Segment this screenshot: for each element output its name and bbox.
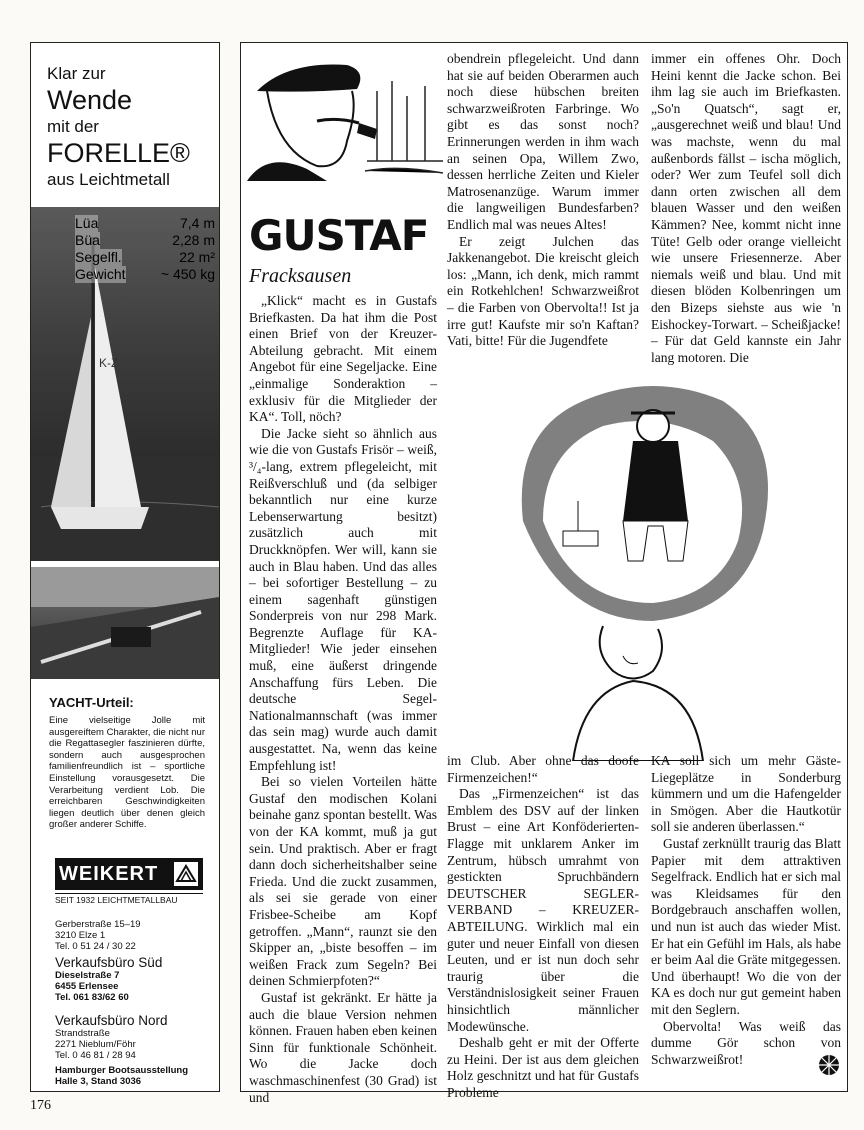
sailboat-photo [31, 207, 219, 561]
address-line: Dieselstraße 7 [55, 970, 120, 981]
spec-value: ~ 450 kg [160, 266, 215, 282]
paragraph: Bei so vielen Vorteilen hätte Gustaf den modischen Kolani beinahe ganz spontan bestellt. Was von der KA kommt, muß ja gut sein. Und praktisch. Aber er fragt dann doch sicherheitshalber seine Frieda. Und die zuckt zusammen, als sei sie gerade von einer Frisbee-Scheibe am Kopf getroffen. „Mann“, raunzt sie den Skipper an, „biste besoffen – im weißen Frack zum Segeln? Bei deinen Schmierpfoten?“ [249, 774, 437, 989]
fair-info [55, 1065, 215, 1087]
address-line: Tel. 061 83/62 60 [55, 992, 129, 1003]
paragraph: Obervolta! Was weiß das dumme Gör schon von Schwarzweißrot! [651, 1018, 841, 1067]
spec-value: 22 m² [179, 249, 215, 265]
office-north-title: Verkaufsbüro Nord [55, 1013, 168, 1028]
deck-photo [31, 567, 219, 679]
article-column-2-bottom [447, 753, 639, 1101]
spec-row [75, 232, 215, 249]
brand-name: WEIKERT [59, 862, 159, 885]
article-column-3-bottom [651, 753, 841, 1068]
ad-headline-line: Wende [47, 85, 133, 115]
address-line: Strandstraße [55, 1028, 110, 1039]
cartoon-illustration [503, 371, 783, 761]
ad-headline-line: Klar zur [47, 64, 106, 83]
address-line: 6455 Erlensee [55, 981, 119, 992]
fair-line: Hamburger Bootsausstellung [55, 1065, 189, 1076]
spec-key: Büa [75, 232, 100, 248]
deck-image [31, 567, 219, 679]
article [240, 42, 848, 1105]
spec-key: Lüa [75, 215, 99, 231]
paragraph: im Club. Aber ohne das doofe Firmenzeichen!“ [447, 753, 639, 785]
paragraph: KA soll sich um mehr Gäste-Liegeplätze in Sonderburg kümmern und um die Hafengelder in Smögen. Aber die Hautkotür soll sie anderen überlassen.“ [651, 753, 841, 835]
spec-row [75, 266, 215, 283]
address-line: Tel. 0 46 81 / 28 94 [55, 1050, 136, 1061]
spec-row [75, 249, 215, 266]
spec-row [75, 215, 215, 232]
sailor-illustration [247, 51, 443, 181]
advertisement [30, 42, 220, 1092]
ad-headline-line: FORELLE® [47, 138, 190, 168]
address-line: 2271 Nieblum/Föhr [55, 1039, 136, 1050]
end-mark-icon [817, 1053, 841, 1077]
verdict-text: Eine vielseitige Jolle mit ausgereiftem Charakter, die nicht nur die Regattasegler faszinieren dürfte, sondern auch ausgesprochen familienfreundlich ist – sportliche Einstellung vorausgesetzt. Die Verarbeitung verdient Lob. Die erreichbaren Geschwindigkeiten liegen deutlich über denen gleich großer anderer Schiffe. [49, 715, 205, 831]
address-line: 3210 Elze 1 [55, 930, 106, 941]
address-line: Tel. 0 51 24 / 30 22 [55, 941, 136, 952]
address-north [55, 1013, 215, 1061]
weikert-emblem-icon [173, 861, 199, 887]
paragraph: Das „Firmenzeichen“ ist das Emblem des DSV auf der linken Brust – eine Art Konföderierten-Flagge mit unklarem Anker im Zentrum, hübsch umrahmt von gestickten Spruchbändern DEUTSCHER SEGLER-VERBAND – KREUZER-ABTEILUNG. Wirklich mal ein guter und neuer Einfall von diesen Leuten, und er ist nun doch sehr traurig über die Verständnislosigkeit seiner Frauen hinsichtlich männlicher Modewünsche. [447, 786, 639, 1034]
ad-headline-line: mit der [47, 117, 99, 136]
verdict-title: YACHT-Urteil: [49, 695, 134, 710]
since-line: SEIT 1932 LEICHTMETALLBAU [55, 893, 203, 905]
ad-headline-line: aus Leichtmetall [47, 170, 170, 189]
paragraph: Die Jacke sieht so ähnlich aus wie die von Gustafs Frisör – weiß, ³/₄-lang, extrem pflegeleicht, mit Reißverschluß und (da selbiger bekanntlich nur eine kurze Lebenserwartung besitzt) zusätzlich auch mit Druckknöpfen. Wer will, kann sie auch in Blau haben. Und das alles – bei sofortiger Bestellung – zu einem sagenhaft günstigen Sonderpreis von nur 298 Mark. Begrenzte Auflage für KA-Mitglieder! Wie jeder einsehen muß, eine äußerst dringende Anschaffung fürs Leben. Die deutsche Segel-Nationalmannschaft (was immer das sein mag) wurde auch damit ausgestattet. Na, wenn das keine Empfehlung ist! [249, 425, 437, 773]
paragraph: immer ein offenes Ohr. Doch Heini kennt die Jacke schon. Bei ihm lag sie auch im Briefkasten. „So'n Quatsch“, sagt er, „ausgerechnet weiß und blau! Und was machste, wenn du mal außenbords fällst – ischa möglich, oder? Wer zum Teufel soll dich dann orten zwischen all dem blauen Wasser und den weißen Kämmen? Nee, kommt nicht inne Tüte! Gelb oder orange vielleicht wie unsere Friesennerze. Aber niemals weiß und blau. Und mit diesen blöden Kolbenringen um den Bizeps siehste aus wie 'n Eishockey-Torwart. – Scheißjacke! – Für dat Geld kannste ein Jahr lang motoren. Die [651, 51, 841, 365]
series-title: GUSTAF [249, 211, 429, 260]
paragraph: obendrein pflegeleicht. Und dann hat sie auf beiden Oberarmen auch noch diese hübschen breiten schwarzweißroten Farbringe. Wo gibt es das sonst noch? Erinnerungen werden in ihm wach an seinen Opa, Willem Zwo, dessen herrliche Zeiten und Kieler Matrosenanzüge. Warum immer die langweiligen Bundesfarben? Endlich mal was neues Altes! [447, 51, 639, 232]
weikert-logo [55, 858, 203, 890]
article-title: Fracksausen [249, 265, 352, 287]
address-south [55, 955, 215, 1003]
spec-value: 7,4 m [179, 215, 215, 231]
svg-text:K-Z: K-Z [99, 356, 119, 370]
office-south-title: Verkaufsbüro Süd [55, 955, 163, 970]
spec-key: Gewicht [75, 266, 126, 282]
paragraph: Gustaf ist gekränkt. Er hätte ja auch die blaue Version nehmen können. Frauen haben eben keinen Sinn für funktionale Schönheit. Wo die Jacke doch waschmaschinenfest (30 Grad) ist und [249, 989, 437, 1105]
paragraph: Er zeigt Julchen das Jakkenangebot. Die kreischt gleich los: „Mann, ich denk, mich rammt ein Rotkehlchen! Schwarzweißrot – die Farben von Obervolta!! Ist ja irre gut! Kaufste mir so'n Kaftan? Vati, bitte! Für die Jugendfete [447, 233, 639, 349]
spec-key: Segelfl. [75, 249, 122, 265]
address-line: Gerberstraße 15–19 [55, 919, 141, 930]
address-main [55, 919, 215, 952]
page-number: 176 [30, 1098, 51, 1113]
article-column-3-top [651, 51, 841, 366]
spec-table [75, 215, 215, 283]
paragraph: „Klick“ macht es in Gustafs Briefkasten. Da hat ihm die Post einen Brief von der Kreuzer-Abteilung gebracht. Mit einem Angebot für eine Segeljacke. Eine „einmalige Sonderaktion – exklusiv für die Mitglieder der KA“. Toll, nöch? [249, 293, 437, 425]
article-column-1 [249, 293, 437, 1106]
paragraph: Deshalb geht er mit der Offerte zu Heini. Der ist aus dem gleichen Holz geschnitzt und hat für Gustafs Probleme [447, 1035, 639, 1100]
ad-headline [47, 63, 217, 190]
spec-value: 2,28 m [172, 232, 215, 248]
article-column-2-top [447, 51, 639, 350]
paragraph: Gustaf zerknüllt traurig das Blatt Papier mit dem attraktiven Segelfrack. Endlich hat er sich mal was Kleidsames für den Bordgebrauch anschaffen wollen, und nun ist auch das wieder Mist. Er hat ein Gefühl im Hals, als habe er beim Aal die Gräte mitgegessen. Und überhaupt! Wo die von der KA es doch nur gut gemeint haben mit den Seglern. [651, 835, 841, 1017]
fair-line: Halle 3, Stand 3036 [55, 1076, 142, 1087]
